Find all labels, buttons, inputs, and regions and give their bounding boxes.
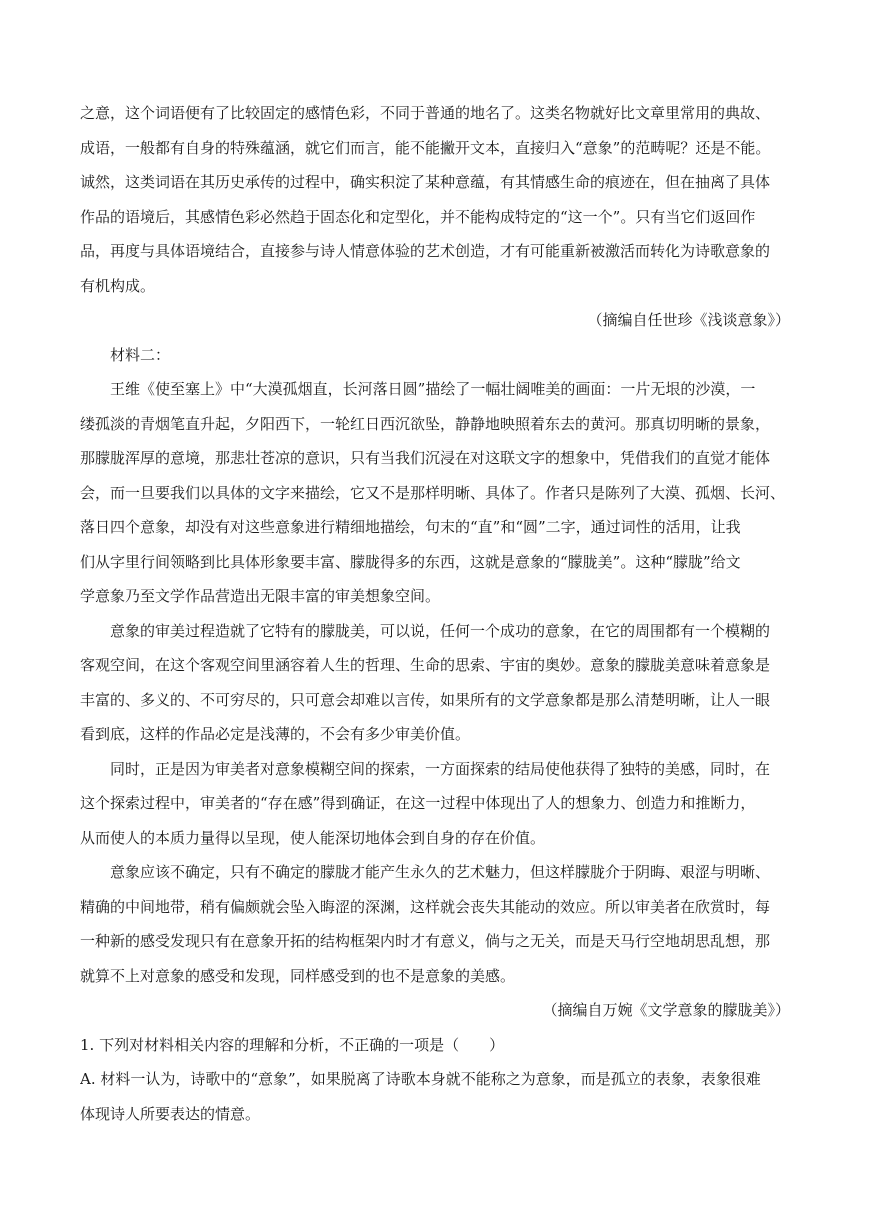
text-line: 之意，这个词语便有了比较固定的感情色彩，不同于普通的地名了。这类名物就好比文章里常用的典故、 bbox=[80, 104, 771, 122]
text-line: 这个探索过程中，审美者的“存在感”得到确证，在这一过程中体现出了人的想象力、创造力和推断力， bbox=[80, 794, 756, 812]
text-line: A. 材料一认为，诗歌中的“意象”，如果脱离了诗歌本身就不能称之为意象，而是孤立的表象，表象很难 bbox=[80, 1070, 761, 1088]
text-line: 作品的语境后，其感情色彩必然趋于固态化和定型化，并不能构成特定的“这一个”。只有当它们返回作 bbox=[80, 207, 756, 226]
material2-paragraph-3 bbox=[80, 752, 792, 856]
text-line: 意象应该不确定，只有不确定的朦胧才能产生永久的艺术魅力，但这样朦胧介于阴晦、艰涩与明晰、 bbox=[110, 863, 771, 881]
text-line: 学意象乃至文学作品营造出无限丰富的审美想象空间。 bbox=[80, 587, 441, 605]
material2-paragraph-2 bbox=[80, 614, 792, 752]
text-line: 那朦胧浑厚的意境，那悲壮苍凉的意识，只有当我们沉浸在对这联文字的想象中，凭借我们的直觉才能体 bbox=[80, 449, 771, 467]
source-citation-1: （摘编自任世珍《浅谈意象》） bbox=[587, 311, 790, 329]
question-1-stem: 1. 下列对材料相关内容的理解和分析，不正确的一项是（ ） bbox=[80, 1035, 505, 1054]
text-line: 精确的中间地带，稍有偏颇就会坠入晦涩的深渊，这样就会丧失其能动的效应。所以审美者在欣赏时，每 bbox=[80, 897, 771, 916]
text-line: 体现诗人所要表达的情意。 bbox=[80, 1104, 261, 1123]
text-line: 缕孤淡的青烟笔直升起，夕阳西下，一轮红日西沉欲坠，静静地映照着东去的黄河。那真切明晰的景象， bbox=[80, 414, 771, 433]
text-line: 就算不上对意象的感受和发现，同样感受到的也不是意象的美感。 bbox=[80, 966, 516, 985]
text-line: 意象的审美过程造就了它特有的朦胧美，可以说，任何一个成功的意象，在它的周围都有一个模糊的 bbox=[110, 621, 771, 640]
text-line: 有机构成。 bbox=[80, 276, 156, 295]
text-line: 们从字里行间领略到比具体形象要丰富、朦胧得多的东西，这就是意象的“朦胧美”。这种“朦胧”给文 bbox=[80, 552, 741, 571]
question-1-option-a bbox=[80, 1062, 792, 1131]
source-citation-2: （摘编自万婉《文学意象的朦胧美》） bbox=[542, 1001, 790, 1019]
page-content bbox=[80, 96, 792, 1131]
text-line: 王维《使至塞上》中“大漠孤烟直，长河落日圆”描绘了一幅壮阔唯美的画面：一片无垠的沙漠，一 bbox=[110, 380, 756, 398]
text-line: 成语，一般都有自身的特殊蕴涵，就它们而言，能不能撇开文本，直接归入“意象”的范畴呢？还是不能。 bbox=[80, 138, 771, 157]
text-line: 从而使人的本质力量得以呈现，使人能深切地体会到自身的存在价值。 bbox=[80, 828, 546, 847]
text-line: 看到底，这样的作品必定是浅薄的，不会有多少审美价值。 bbox=[80, 725, 471, 743]
material2-heading: 材料二： bbox=[110, 345, 171, 364]
material2-paragraph-1 bbox=[80, 372, 792, 614]
text-line: 品，再度与具体语境结合，直接参与诗人情意体验的艺术创造，才有可能重新被激活而转化为诗歌意象的 bbox=[80, 242, 771, 260]
text-line: 客观空间，在这个客观空间里涵容着人生的哲理、生命的思索、宇宙的奥妙。意象的朦胧美意味着意象是 bbox=[80, 656, 771, 674]
text-line: 会，而一旦要我们以具体的文字来描绘，它又不是那样明晰、具体了。作者只是陈列了大漠、孤烟、长河、 bbox=[80, 483, 786, 502]
text-line: 一种新的感受发现只有在意象开拓的结构框架内时才有意义，倘与之无关，而是天马行空地胡思乱想，那 bbox=[80, 932, 771, 950]
text-line: 落日四个意象，却没有对这些意象进行精细地描绘，句末的“直”和“圆”二字，通过词性的活用，让我 bbox=[80, 518, 741, 536]
text-line: 丰富的、多义的、不可穷尽的，只可意会却难以言传，如果所有的文学意象都是那么清楚明晰，让人一眼 bbox=[80, 690, 771, 709]
text-line: 同时，正是因为审美者对意象模糊空间的探索，一方面探索的结局使他获得了独特的美感，同时，在 bbox=[110, 759, 771, 778]
material1-tail-paragraph bbox=[80, 96, 792, 303]
text-line: 诚然，这类词语在其历史承传的过程中，确实积淀了某种意蕴，有其情感生命的痕迹在，但在抽离了具体 bbox=[80, 173, 771, 191]
material2-paragraph-4 bbox=[80, 855, 792, 993]
